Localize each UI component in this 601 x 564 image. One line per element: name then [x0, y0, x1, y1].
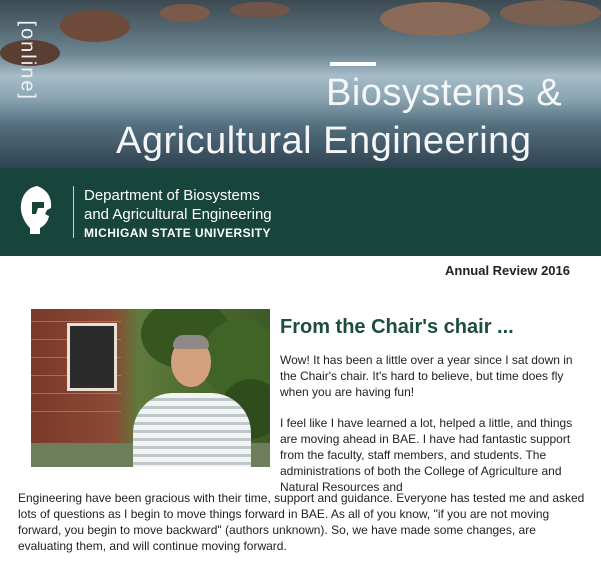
banner-rock [380, 2, 490, 36]
banner-title-line1: Biosystems & [326, 72, 563, 114]
header-banner [0, 0, 601, 168]
department-name-line2: and Agricultural Engineering [84, 206, 272, 223]
issue-label: Annual Review 2016 [445, 263, 570, 278]
chair-photo [31, 309, 270, 467]
article-paragraph-3: Engineering have been gracious with their time, support and guidance. Everyone has tested me and asked lots of questions as I begin to move things forward in BAE. As all of you know, "if you are not moving forward, you begin to move backward" (authors unknown). So, we have made some changes, are evaluating them, and will continue moving forward. [18, 491, 585, 553]
building-window [67, 323, 117, 391]
spartan-helmet-icon[interactable] [18, 184, 56, 236]
person-hair [173, 335, 209, 349]
banner-rock [60, 10, 130, 42]
banner-accent-stripe [330, 62, 376, 66]
banner-rock [160, 4, 210, 22]
article-paragraph-1: Wow! It has been a little over a year since I sat down in the Chair's chair. It's hard to believe, but time does fly when you are having fun! [280, 353, 573, 399]
banner-title-line2: Agricultural Engineering [116, 120, 532, 162]
person-shirt [133, 393, 251, 467]
university-name[interactable]: MICHIGAN STATE UNIVERSITY [84, 226, 271, 240]
brick-line [31, 411, 121, 412]
banner-rock [500, 0, 601, 26]
brick-line [31, 321, 121, 322]
department-name-line1: Department of Biosystems [84, 187, 260, 204]
online-tag: [online] [16, 20, 39, 101]
logo-divider [73, 186, 74, 238]
banner-rock [230, 2, 290, 18]
article-headline: From the Chair's chair ... [280, 316, 514, 338]
brick-line [31, 393, 121, 394]
article-paragraph-2: I feel like I have learned a lot, helped a little, and things are moving ahead in BAE. I have had fantastic support from the faculty, staff members, and students. The administrations of both the College of Agriculture and Natural Resources and [280, 416, 573, 494]
